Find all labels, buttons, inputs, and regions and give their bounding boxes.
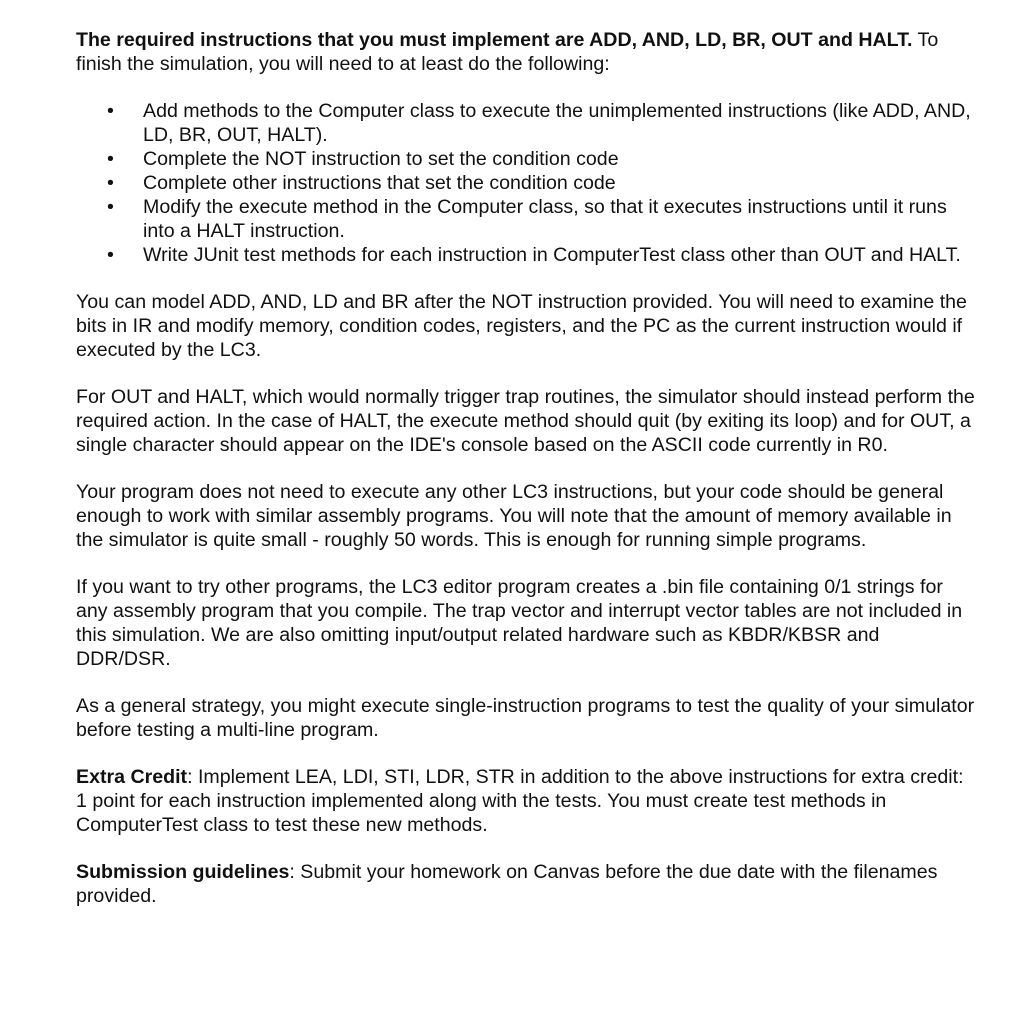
bullet-icon: • [107,100,114,122]
bullet-icon: • [107,148,114,170]
task-item [107,243,973,267]
model-paragraph: You can model ADD, AND, LD and BR after the NOT instruction provided. You will need to examine the bits in IR and modify memory, condition codes, registers, and the PC as the current instruction would if executed by the LC3. [76,291,967,361]
task-text: Add methods to the Computer class to execute the unimplemented instructions (like ADD, AND, LD, BR, OUT, HALT). [143,100,971,146]
intro-bold-text: The required instructions that you must implement are ADD, AND, LD, BR, OUT and HALT. [76,29,913,51]
submission-paragraph [76,860,976,908]
extra-credit-paragraph [76,765,976,837]
strategy-paragraph: As a general strategy, you might execute single-instruction programs to test the quality of your simulator before testing a multi-line program. [76,695,975,741]
bullet-icon: • [107,196,114,218]
assignment-document [76,28,976,931]
extra-credit-label: Extra Credit [76,766,188,788]
bullet-icon: • [107,244,114,266]
task-item [107,99,973,147]
extra-credit-text: : Implement LEA, LDI, STI, LDR, STR in addition to the above instructions for extra credit: 1 point for each instruction implemented along with the tests. You must create test methods in ComputerTest class to test these new methods. [76,766,964,836]
submission-label: Submission guidelines [76,861,290,883]
general-paragraph: Your program does not need to execute any other LC3 instructions, but your code should be general enough to work with similar assembly programs. You will note that the amount of memory available in the simulator is quite small - roughly 50 words. This is enough for running simple programs. [76,481,952,551]
intro-paragraph [76,28,976,76]
task-item [107,195,973,243]
task-text: Complete other instructions that set the condition code [143,172,616,194]
task-list [76,99,976,267]
task-item [107,171,973,195]
submission-text: : Submit your homework on Canvas before the due date with the filenames provided. [76,861,938,907]
out-halt-paragraph: For OUT and HALT, which would normally trigger trap routines, the simulator should instead perform the required action. In the case of HALT, the execute method should quit (by exiting its loop) and for OUT, a single character should appear on the IDE's console based on the ASCII code currently in R0. [76,386,975,456]
task-text: Complete the NOT instruction to set the condition code [143,148,619,170]
task-item [107,147,973,171]
bullet-icon: • [107,172,114,194]
intro-text: To finish the simulation, you will need to at least do the following: [76,29,939,75]
task-text: Modify the execute method in the Computer class, so that it executes instructions until it runs into a HALT instruction. [143,196,947,242]
task-text: Write JUnit test methods for each instruction in ComputerTest class other than OUT and HALT. [143,244,961,266]
other-programs-paragraph: If you want to try other programs, the LC3 editor program creates a .bin file containing 0/1 strings for any assembly program that you compile. The trap vector and interrupt vector tables are not included in this simulation. We are also omitting input/output related hardware such as KBDR/KBSR and DDR/DSR. [76,576,963,670]
